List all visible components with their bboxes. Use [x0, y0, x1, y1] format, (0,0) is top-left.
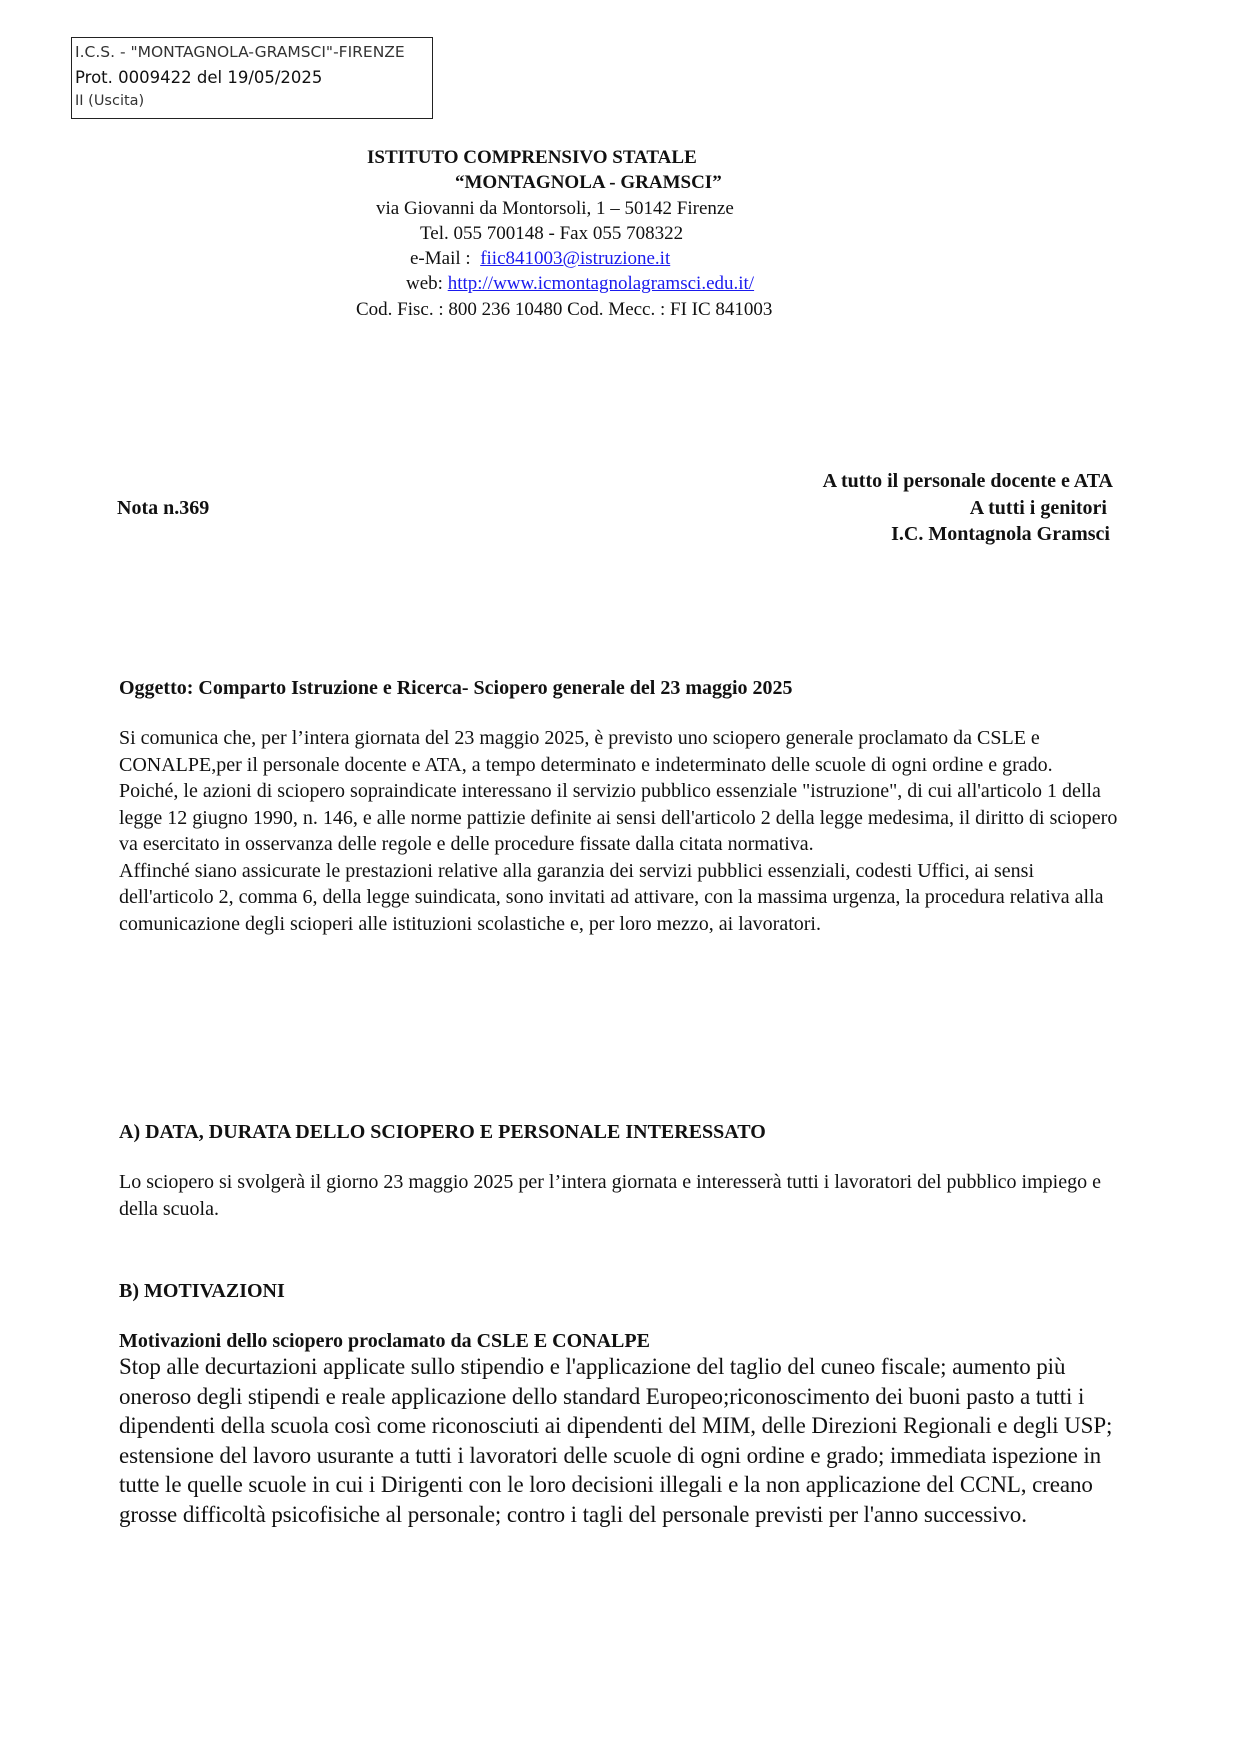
protocol-stamp — [71, 37, 433, 119]
email-label: e-Mail : — [410, 248, 471, 269]
section-b-heading: B) MOTIVAZIONI — [119, 1280, 285, 1302]
institute-name: “MONTAGNOLA - GRAMSCI” — [455, 172, 722, 193]
section-b-subheading: Motivazioni dello sciopero proclamato da CSLE E CONALPE — [119, 1330, 650, 1352]
institute-address: via Giovanni da Montorsoli, 1 – 50142 Firenze — [376, 198, 734, 219]
institute-email-line — [410, 248, 670, 270]
section-a-heading: A) DATA, DURATA DELLO SCIOPERO E PERSONALE INTERESSATO — [119, 1121, 766, 1143]
recipient-staff: A tutto il personale docente e ATA — [822, 470, 1113, 492]
intro-paragraph: Poiché, le azioni di sciopero sopraindicate interessano il servizio pubblico essenziale "istruzione", di cui all'articolo 1 della legge 12 giugno 1990, n. 146, e alle norme pattizie definite ai sensi dell'articolo 2 della legge medesima, il diritto di sciopero va esercitato in osservanza delle regole e delle procedure fissate dalla citata normativa. — [119, 780, 1118, 855]
web-label: web: — [406, 273, 443, 294]
intro-paragraph: Affinché siano assicurate le prestazioni relative alla garanzia dei servizi pubblici essenziali, codesti Uffici, ai sensi dell'articolo 2, comma 6, della legge suindicata, sono invitati ad attivare, con la massima urgenza, la procedura relativa alla comunicazione degli scioperi alle istituzioni scolastiche e, per loro mezzo, ai lavoratori. — [119, 859, 1104, 935]
section-a-text: Lo sciopero si svolgerà il giorno 23 maggio 2025 per l’intera giornata e interesserà tutti i lavoratori del pubblico impiego e della scuola. — [119, 1171, 1101, 1220]
institute-phone: Tel. 055 700148 - Fax 055 708322 — [420, 223, 684, 244]
recipient-school: I.C. Montagnola Gramsci — [891, 523, 1110, 545]
intro-paragraph: Si comunica che, per l’intera giornata del 23 maggio 2025, è previsto uno sciopero generale proclamato da CSLE e CONALPE,per il personale docente e ATA, a tempo determinato e indeterminato delle scuole di ogni ordine e grado. — [119, 727, 1053, 776]
institute-codes: Cod. Fisc. : 800 236 10480 Cod. Mecc. : FI IC 841003 — [356, 299, 773, 320]
stamp-institute: I.C.S. - "MONTAGNOLA-GRAMSCI"-FIRENZE — [75, 43, 405, 61]
section-b-text: Stop alle decurtazioni applicate sullo stipendio e l'applicazione del taglio del cuneo fiscale; aumento più oneroso degli stipendi e reale applicazione dello standard Europeo;riconoscimento dei buoni pasto a tutti i dipendenti della scuola così come riconosciuti ai dipendenti del MIM, delle Direzioni Regionali e degli USP; estensione del lavoro usurante a tutti i lavoratori delle scuole di ogni ordine e grado; immediata ispezione in tutte le quelle scuole in cui i Dirigenti con le loro decisioni illegali e la non applicazione del CCNL, creano grosse difficoltà psicofisiche al personale; contro i tagli del personale previsti per l'anno successivo. — [119, 1354, 1113, 1527]
subject-line: Oggetto: Comparto Istruzione e Ricerca- Sciopero generale del 23 maggio 2025 — [119, 677, 793, 699]
institute-title: ISTITUTO COMPRENSIVO STATALE — [367, 147, 697, 168]
nota-number: Nota n.369 — [117, 497, 210, 519]
stamp-direction: II (Uscita) — [75, 93, 145, 109]
stamp-protocol-number: Prot. 0009422 del 19/05/2025 — [75, 68, 323, 87]
institute-web-line — [406, 273, 754, 295]
web-link[interactable]: http://www.icmontagnolagramsci.edu.it/ — [447, 273, 755, 294]
recipient-parents: A tutti i genitori — [969, 497, 1107, 519]
email-link[interactable]: fiic841003@istruzione.it — [480, 248, 671, 269]
intro-text — [119, 725, 1129, 937]
